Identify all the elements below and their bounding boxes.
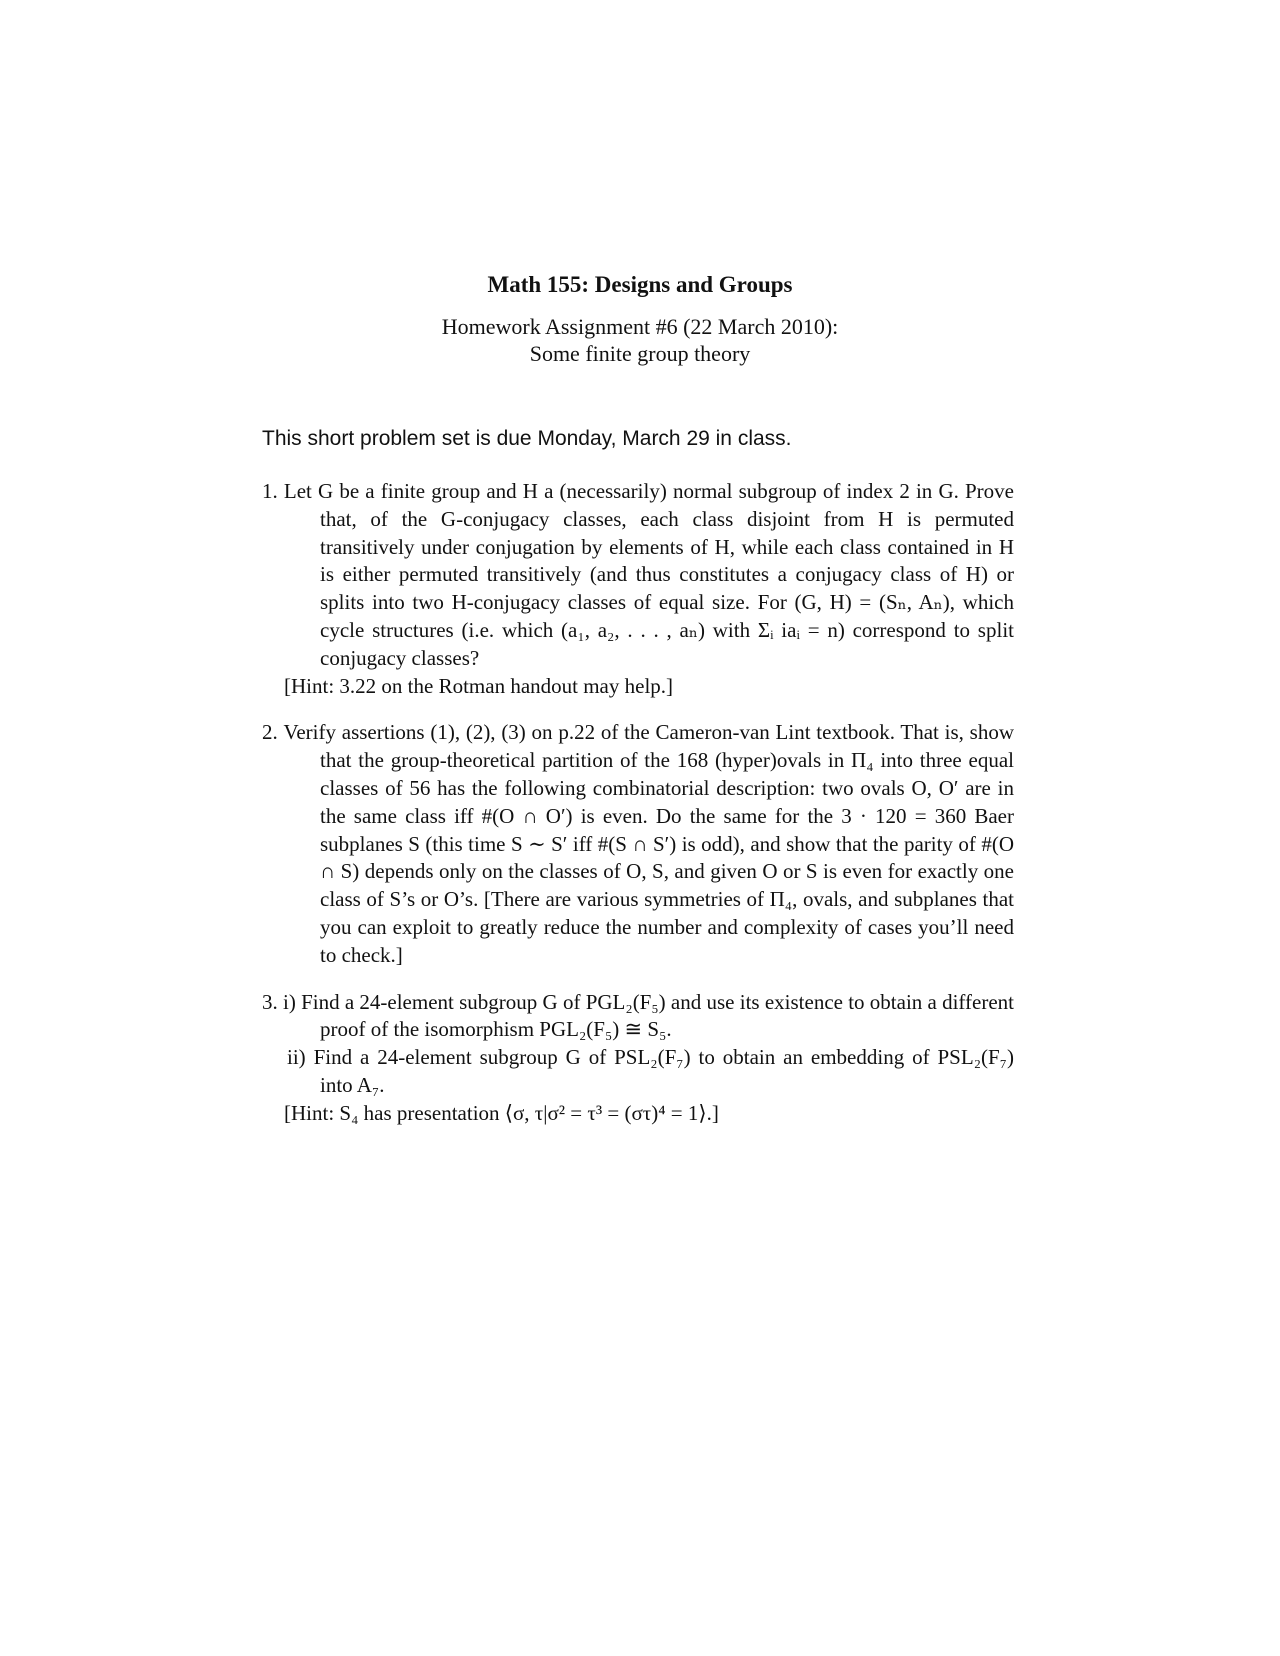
- problem-1-number: 1.: [262, 479, 278, 503]
- problem-2-number: 2.: [262, 720, 278, 745]
- problem-2-text: Verify assertions (1), (2), (3) on p.22 of the Cameron-van Lint textbook. That is, show that the group-theoretical partition of the 168 (hyper)ovals in Π₄ into three equal classes of 56 has the following combinatorial description: two ovals O, O′ are in the same class iff #(O ∩ O′) is even. Do the same for the 3 · 120 = 360 Baer subplanes S (this time S ∼ S′ iff #(S ∩ S′) is odd), and show that the parity of #(O ∩ S) depends only on the classes of O, S, and given O or S is even for exactly one class of S’s or O’s. [There are various symmetries of Π₄, ovals, and subplanes that you can exploit to greatly reduce the number and complexity of cases you’ll need to check.]: [283, 720, 1015, 967]
- problem-1-statement: [262, 478, 1014, 673]
- problem-3: [262, 989, 1014, 1128]
- problem-1-hint: [Hint: 3.22 on the Rotman handout may help.]: [284, 673, 674, 698]
- subtitle-line-2: Some finite group theory: [529, 341, 751, 366]
- problem-3-part-i: [262, 989, 1014, 1045]
- problem-3-hint: [Hint: S₄ has presentation ⟨σ, τ|σ² = τ³ = (στ)⁴ = 1⟩.]: [284, 1100, 719, 1125]
- problem-1: [262, 478, 1014, 700]
- problem-2-statement: [262, 719, 1014, 969]
- due-date-note: This short problem set is due Monday, March 29 in class.: [262, 427, 792, 450]
- problem-3-number: 3.: [262, 989, 278, 1014]
- assignment-subtitle: [0, 313, 1280, 367]
- subtitle-line-1: Homework Assignment #6 (22 March 2010):: [441, 314, 839, 339]
- page-title: Math 155: Designs and Groups: [487, 272, 793, 297]
- problem-1-text: Let G be a finite group and H a (necessarily) normal subgroup of index 2 in G. Prove that, of the G-conjugacy classes, each class disjoint from H is permuted transitively under conjugation by elements of H, while each class contained in H is either permuted transitively (and thus constitutes a conjugacy class of H) or splits into two H-conjugacy classes of equal size. For (G, H) = (Sₙ, Aₙ), which cycle structures (i.e. which (a₁, a₂, . . . , aₙ) with Σᵢ iaᵢ = n) correspond to split conjugacy classes?: [283, 479, 1014, 670]
- problem-list: [262, 478, 1014, 1128]
- problem-3-part-i-text: i) Find a 24-element subgroup G of PGL₂(F₅) and use its existence to obtain a different proof of the isomorphism PGL₂(F₅) ≅ S₅.: [283, 989, 1015, 1042]
- problem-3-part-ii: ii) Find a 24-element subgroup G of PSL₂(F₇) to obtain an embedding of PSL₂(F₇) into A₇.: [287, 1045, 1014, 1097]
- problem-2: [262, 719, 1014, 969]
